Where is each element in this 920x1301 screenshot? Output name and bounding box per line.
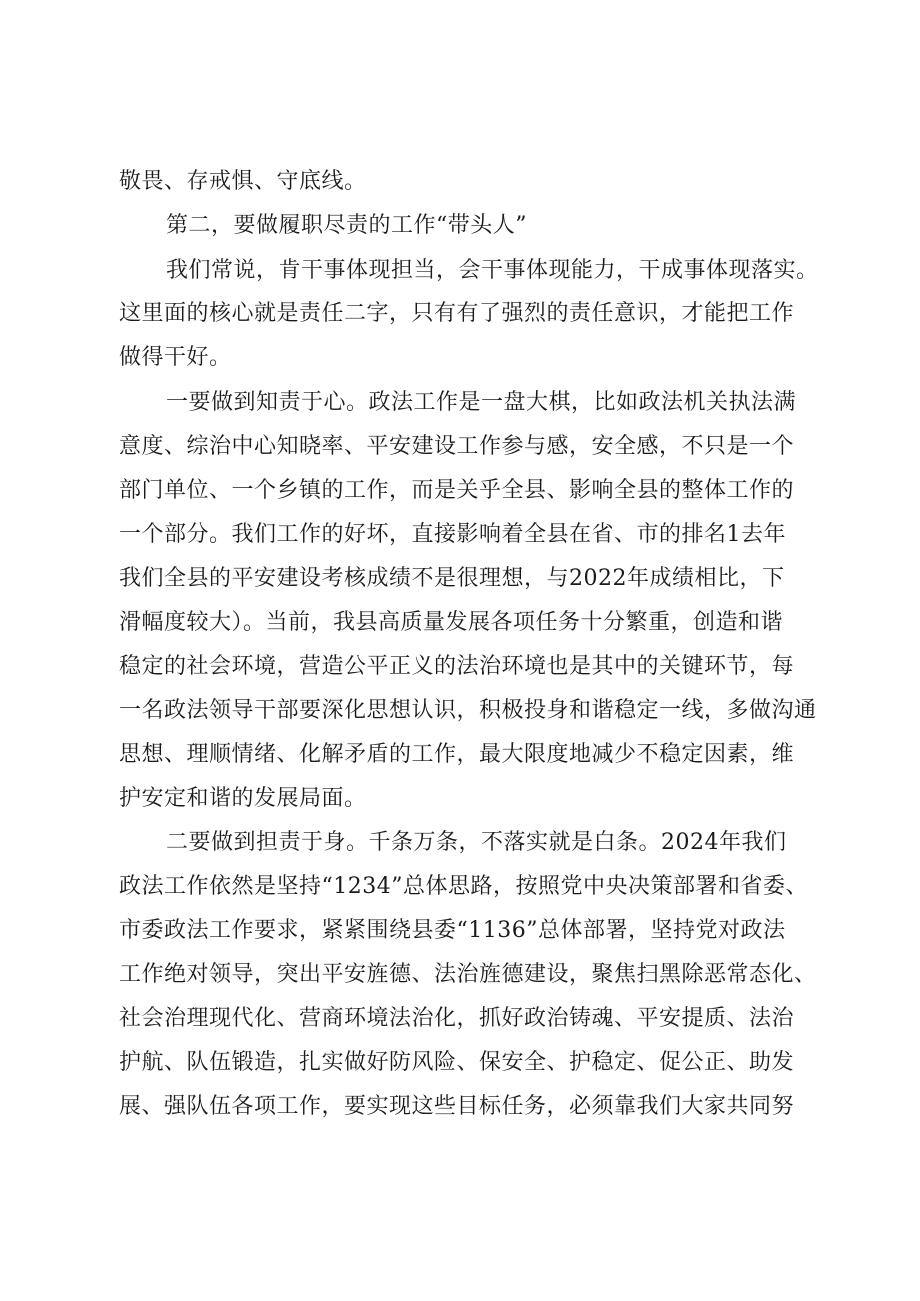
text-line: 意度、综治中心知晓率、平安建设工作参与感，安全感，不只是一个 [119,434,795,459]
section-heading: 第二，要做履职尽责的工作“带头人” [166,213,527,238]
text-line: 护航、队伍锻造，扎实做好防风险、保安全、护稳定、促公正、助发 [119,1050,795,1075]
text-line: 敬畏、存戒惧、守底线。 [119,169,367,194]
text-line: 政法工作依然是坚持“1234”总体思路，按照党中央决策部署和省委、 [119,874,808,899]
text-line: 一要做到知责于心。政法工作是一盘大棋，比如政法机关执法满 [166,390,797,415]
text-line: 稳定的社会环境，营造公平正义的法治环境也是其中的关键环节，每 [119,654,795,679]
text-line: 护安定和谐的发展局面。 [119,786,367,811]
text-line: 展、强队伍各项工作，要实现这些目标任务，必须靠我们大家共同努 [119,1094,795,1119]
text-line: 这里面的核心就是责任二字，只有有了强烈的责任意识，才能把工作 [119,301,795,326]
text-line: 二要做到担责于身。千条万条，不落实就是白条。2024年我们 [166,830,787,855]
text-line: 滑幅度较大）。当前，我县高质量发展各项任务十分繁重，创造和谐 [119,610,784,635]
text-line: 做得干好。 [119,345,232,370]
text-line: 社会治理现代化、营商环境法治化，抓好政治铸魂、平安提质、法治 [119,1006,795,1031]
text-line: 我们全县的平安建设考核成绩不是很理想，与2022年成绩相比，下 [119,566,785,591]
text-line: 思想、理顺情绪、化解矛盾的工作，最大限度地减少不稳定因素，维 [119,742,795,767]
text-line: 一个部分。我们工作的好坏，直接影响着全县在省、市的排名1去年 [119,522,786,547]
text-line: 一名政法领导干部要深化思想认识，积极投身和谐稳定一线，多做沟通 [119,698,817,723]
text-line: 市委政法工作要求，紧紧围绕县委“1136”总体部署，坚持党对政法 [119,918,786,943]
text-line: 部门单位、一个乡镇的工作，而是关乎全县、影响全县的整体工作的 [119,478,795,503]
text-line: 我们常说，肯干事体现担当，会干事体现能力，干成事体现落实。 [166,258,819,283]
text-line: 工作绝对领导，突出平安旌德、法治旌德建设，聚焦扫黑除恶常态化、 [119,962,817,987]
